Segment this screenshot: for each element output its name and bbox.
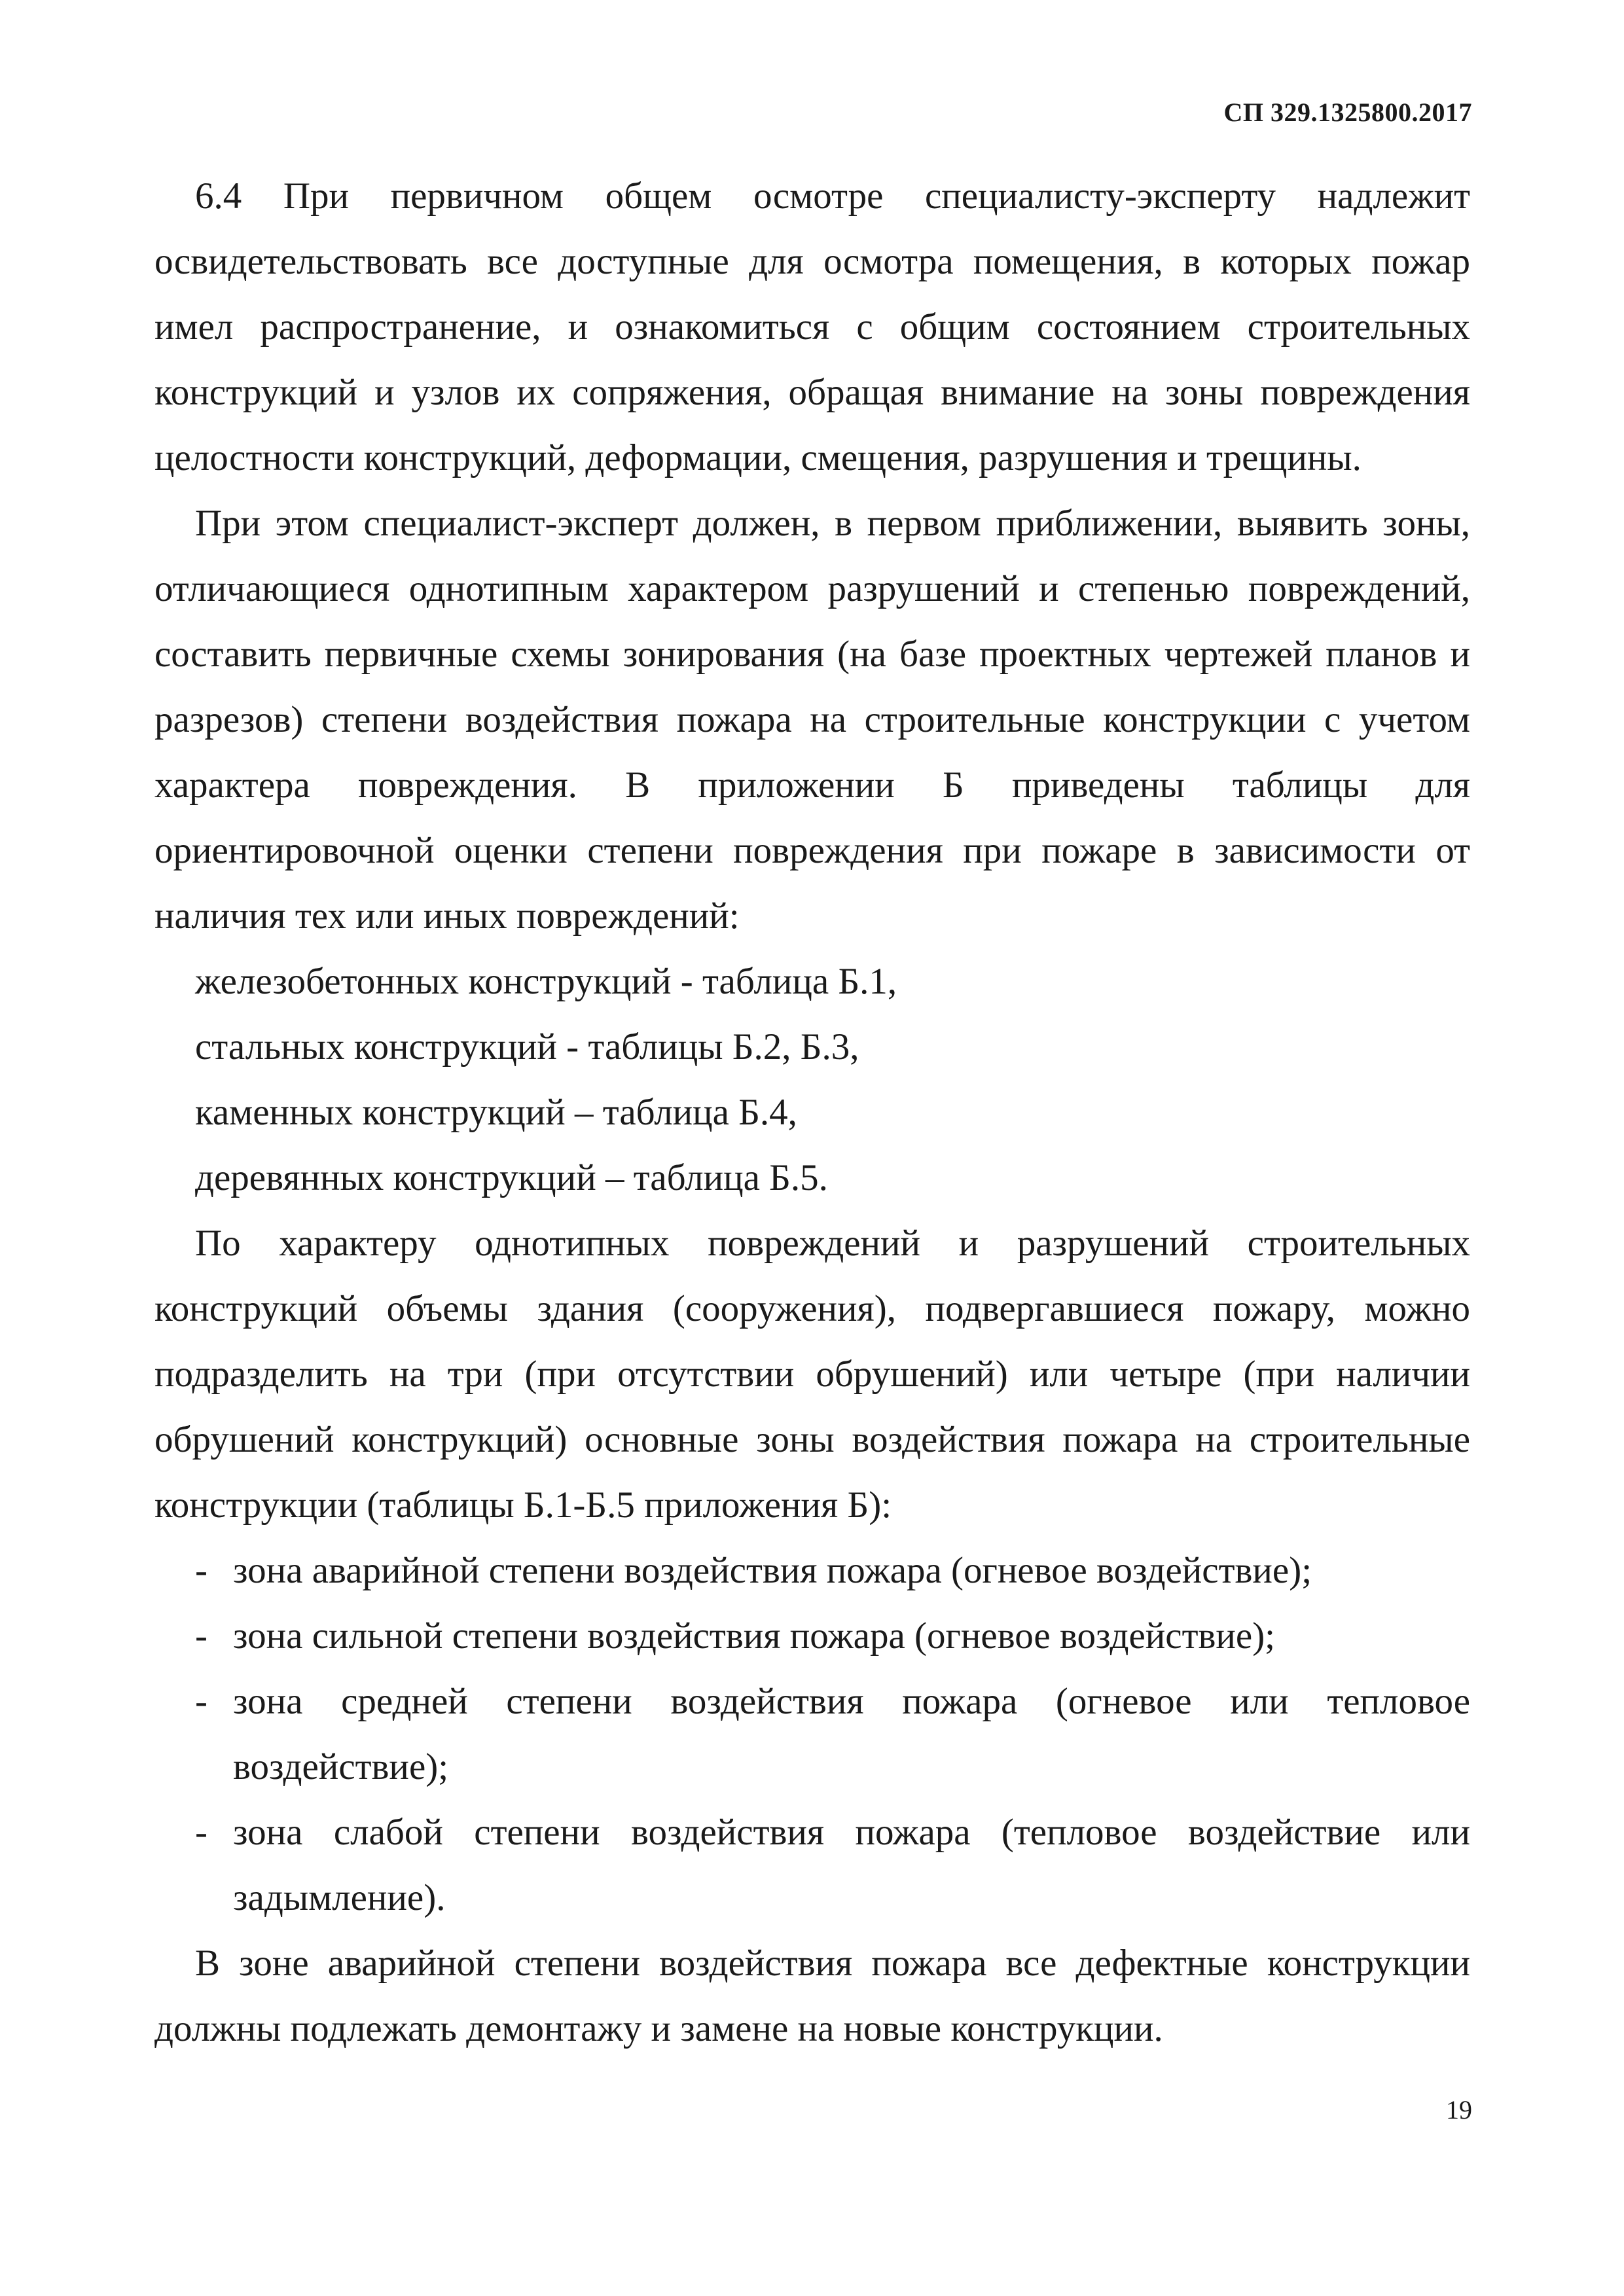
list-item-text: зона сильной степени воздействия пожара (огневое воздействие); <box>233 1615 1276 1657</box>
list-item-steel: стальных конструкций - таблицы Б.2, Б.3, <box>195 1026 859 1067</box>
list-item-timber: деревянных конструкций – таблица Б.5. <box>195 1157 828 1198</box>
list-item-text: зона аварийной степени воздействия пожара (огневое воздействие); <box>233 1550 1312 1591</box>
list-dash: - <box>195 1550 208 1591</box>
list-dash: - <box>195 1615 208 1657</box>
paragraph-damage-zones: По характеру однотипных повреждений и разрушений строительных конструкций объемы здания (сооружения), подвергавшиеся пожару, можно подразделить на три (при отсутствии обрушений) или четыре (при наличии обрушений конструкций) основные зоны воздействия пожара на строительные конструкции (таблицы Б.1-Б.5 приложения Б): <box>154 1223 1470 1526</box>
fire-zones-list <box>154 1538 1470 1931</box>
list-item-zone-strong <box>154 1604 1470 1669</box>
page-number: 19 <box>1446 2095 1472 2125</box>
list-dash: - <box>195 1681 208 1722</box>
document-body <box>154 164 1470 2062</box>
list-item-text: зона слабой степени воздействия пожара (тепловое воздействие или задымление). <box>233 1812 1470 1918</box>
paragraph-6-4: 6.4 При первичном общем осмотре специалисту-эксперту надлежит освидетельствовать все доступные для осмотра помещения, в которых пожар имел распространение, и ознакомиться с общим состоянием строительных конструкций и узлов их сопряжения, обращая внимание на зоны повреждения целостности конструкций, деформации, смещения, разрушения и трещины. <box>154 175 1470 478</box>
list-item-zone-weak <box>154 1800 1470 1931</box>
list-item-masonry: каменных конструкций – таблица Б.4, <box>195 1092 797 1133</box>
list-item-reinforced-concrete: железобетонных конструкций - таблица Б.1, <box>195 961 897 1002</box>
list-item-zone-medium <box>154 1669 1470 1800</box>
document-code-header: СП 329.1325800.2017 <box>1223 98 1472 127</box>
list-dash: - <box>195 1812 208 1853</box>
tables-reference-list <box>154 949 1470 1211</box>
paragraph-zoning: При этом специалист-эксперт должен, в первом приближении, выявить зоны, отличающиеся однотипным характером разрушений и степенью повреждений, составить первичные схемы зонирования (на базе проектных чертежей планов и разрезов) степени воздействия пожара на строительные конструкции с учетом характера повреждения. В приложении Б приведены таблицы для ориентировочной оценки степени повреждения при пожаре в зависимости от наличия тех или иных повреждений: <box>154 503 1470 937</box>
paragraph-emergency-zone-conclusion: В зоне аварийной степени воздействия пожара все дефектные конструкции должны подлежать демонтажу и замене на новые конструкции. <box>154 1943 1470 2049</box>
list-item-zone-emergency <box>154 1538 1470 1604</box>
list-item-text: зона средней степени воздействия пожара (огневое или тепловое воздействие); <box>233 1681 1470 1787</box>
